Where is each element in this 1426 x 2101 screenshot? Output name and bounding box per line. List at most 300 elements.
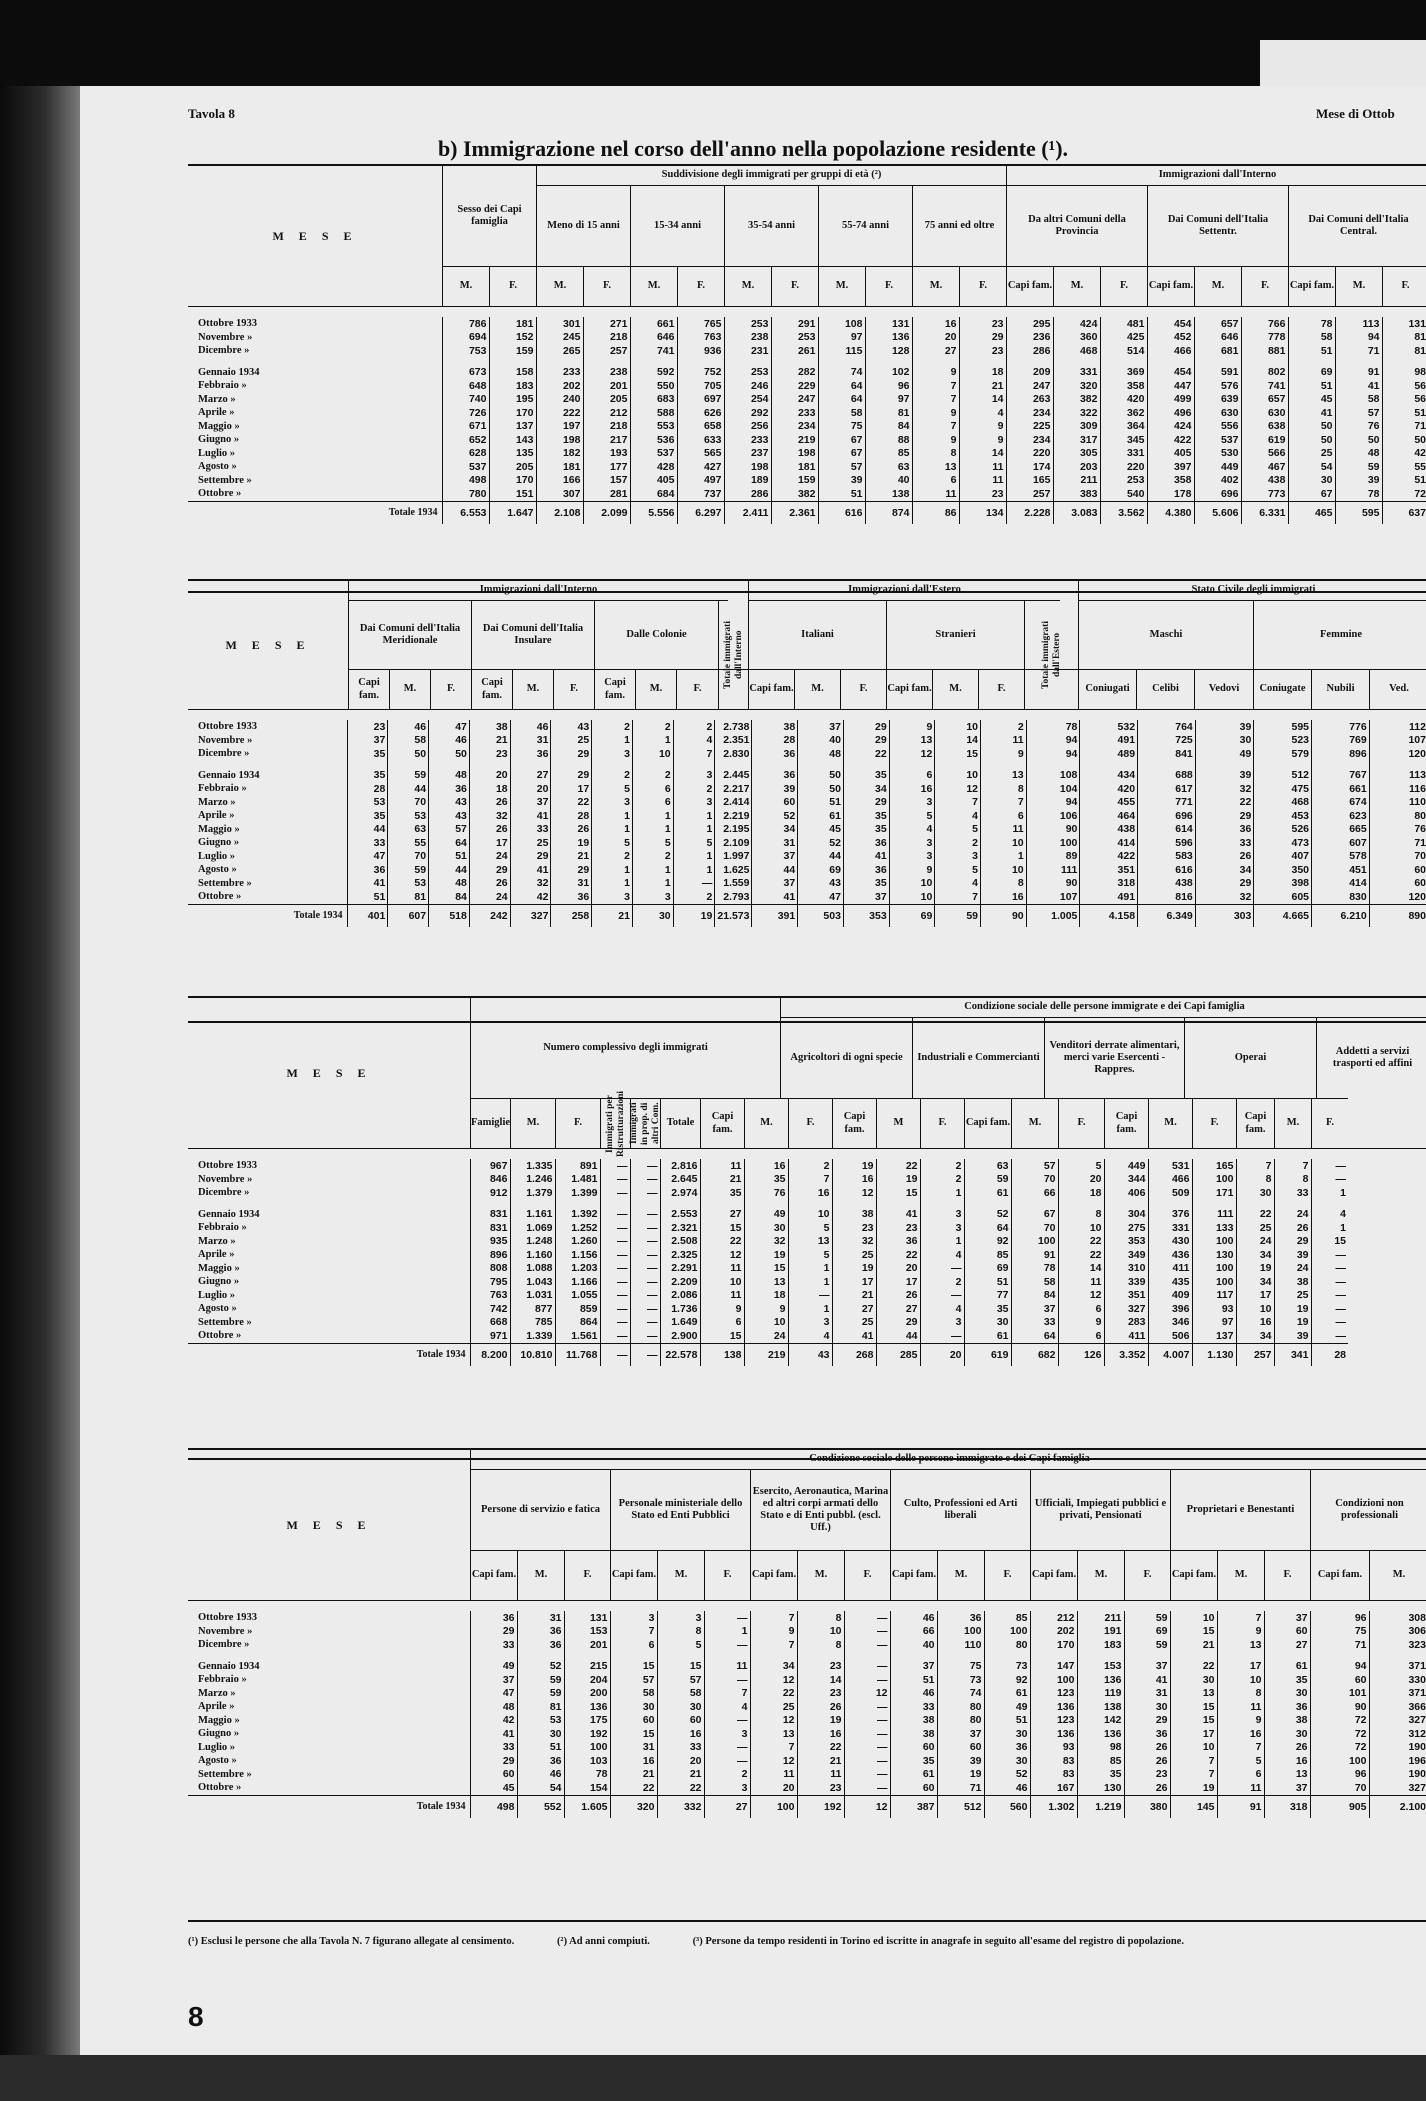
cell: 7 bbox=[935, 890, 981, 904]
cell: — bbox=[704, 1638, 750, 1652]
cell: 22 bbox=[876, 1248, 920, 1262]
month-label: Giugno » bbox=[198, 837, 240, 849]
total-cell: 1.219 bbox=[1077, 1795, 1124, 1818]
cell: 261 bbox=[771, 344, 818, 358]
cell: 35 bbox=[890, 1754, 937, 1768]
cell: 63 bbox=[865, 460, 912, 474]
cell: 57 bbox=[1335, 406, 1382, 420]
cell: 100 bbox=[1192, 1235, 1236, 1249]
cell: 97 bbox=[818, 331, 865, 345]
cell: 9 bbox=[912, 366, 959, 380]
cell: — bbox=[630, 1302, 660, 1316]
total-row bbox=[188, 1343, 1348, 1366]
cell: 45 bbox=[470, 1781, 517, 1795]
cell: 553 bbox=[630, 420, 677, 434]
col-header-18: Capi fam. bbox=[1288, 266, 1335, 306]
col-header-8: F. bbox=[844, 1550, 890, 1600]
cell: 83 bbox=[1030, 1754, 1077, 1768]
cell: 12 bbox=[935, 782, 981, 796]
cell: 12 bbox=[1058, 1289, 1104, 1303]
cell: 51 bbox=[890, 1673, 937, 1687]
cell: 27 bbox=[1264, 1638, 1310, 1652]
cell: 37 bbox=[1264, 1611, 1310, 1625]
cell: 81 bbox=[1382, 344, 1426, 358]
cell: 396 bbox=[1148, 1302, 1192, 1316]
cell: 327 bbox=[1104, 1302, 1148, 1316]
cell: 222 bbox=[536, 406, 583, 420]
cell: 366 bbox=[1369, 1700, 1426, 1714]
cell: 9 bbox=[1217, 1714, 1264, 1728]
table-row bbox=[188, 1208, 1348, 1222]
table-header bbox=[188, 166, 1426, 307]
cell: 60 bbox=[890, 1741, 937, 1755]
cell: 1 bbox=[632, 823, 673, 837]
cell: 58 bbox=[1288, 331, 1335, 345]
cell: 29 bbox=[1274, 1235, 1311, 1249]
cell: 491 bbox=[1080, 890, 1138, 904]
cell: 7 bbox=[750, 1611, 797, 1625]
table-row bbox=[188, 1700, 1426, 1714]
cell: 36 bbox=[510, 747, 551, 761]
cell: 44 bbox=[752, 863, 798, 877]
cell: 16 bbox=[1236, 1316, 1274, 1330]
cell: 8 bbox=[912, 447, 959, 461]
cell: 623 bbox=[1312, 809, 1370, 823]
cell: 17 bbox=[1217, 1660, 1264, 1674]
cell: 39 bbox=[1274, 1248, 1311, 1262]
cell: 36 bbox=[470, 1611, 517, 1625]
cell: 170 bbox=[489, 474, 536, 488]
month-label: Luglio » bbox=[198, 850, 236, 862]
cell: 330 bbox=[1369, 1673, 1426, 1687]
cell: 60 bbox=[610, 1714, 657, 1728]
total-cell: 19 bbox=[673, 904, 715, 927]
cell: 21 bbox=[657, 1768, 704, 1782]
cell: 411 bbox=[1148, 1262, 1192, 1276]
cell: 46 bbox=[510, 720, 551, 734]
table-row bbox=[188, 1221, 1348, 1235]
cell: 31 bbox=[752, 836, 798, 850]
cell: 1.203 bbox=[555, 1262, 600, 1276]
cell: 21 bbox=[551, 850, 592, 864]
cell: 57 bbox=[657, 1673, 704, 1687]
cell: 70 bbox=[388, 796, 429, 810]
total-cell: 327 bbox=[510, 904, 551, 927]
table-section-2 bbox=[188, 579, 1426, 1023]
cell: 785 bbox=[510, 1316, 555, 1330]
cell: 2 bbox=[632, 720, 673, 734]
cell: 15 bbox=[610, 1660, 657, 1674]
cell: 130 bbox=[1077, 1781, 1124, 1795]
col-header-17: F. bbox=[1241, 266, 1288, 306]
cell: 657 bbox=[1241, 393, 1288, 407]
cell: 1.260 bbox=[555, 1235, 600, 1249]
cell: 19 bbox=[744, 1248, 788, 1262]
cell: 32 bbox=[469, 809, 510, 823]
cell: 397 bbox=[1147, 460, 1194, 474]
cell: — bbox=[630, 1235, 660, 1249]
cell: 1.161 bbox=[510, 1208, 555, 1222]
cell: 29 bbox=[876, 1316, 920, 1330]
cell: 309 bbox=[1053, 420, 1100, 434]
cell: 2 bbox=[920, 1159, 964, 1173]
col-header-1: M. bbox=[389, 669, 430, 709]
cell: 382 bbox=[1053, 393, 1100, 407]
cell: 7 bbox=[704, 1687, 750, 1701]
cell: 22 bbox=[610, 1781, 657, 1795]
cell: 312 bbox=[1369, 1727, 1426, 1741]
total-cell: 5.606 bbox=[1194, 501, 1241, 524]
cell: 10 bbox=[889, 877, 935, 891]
cell: 740 bbox=[442, 393, 489, 407]
total-cell: 318 bbox=[1264, 1795, 1310, 1818]
cell: 165 bbox=[1192, 1159, 1236, 1173]
cell: — bbox=[600, 1302, 630, 1316]
cell: 3 bbox=[788, 1316, 832, 1330]
cell: 77 bbox=[964, 1289, 1011, 1303]
cell: 253 bbox=[724, 317, 771, 331]
cell: 436 bbox=[1148, 1248, 1192, 1262]
month-label: Aprile » bbox=[198, 810, 235, 822]
cell: 19 bbox=[797, 1714, 844, 1728]
cell: 2.816 bbox=[660, 1159, 700, 1173]
sub-colonie: Dalle Colonie bbox=[594, 601, 718, 669]
cell: — bbox=[600, 1235, 630, 1249]
cell: 37 bbox=[752, 850, 798, 864]
cell: 257 bbox=[583, 344, 630, 358]
cell: 25 bbox=[510, 836, 551, 850]
cell: 49 bbox=[984, 1700, 1030, 1714]
table-row bbox=[188, 1660, 1426, 1674]
cell: 35 bbox=[1077, 1768, 1124, 1782]
cell: — bbox=[1311, 1173, 1348, 1187]
cell: 351 bbox=[1080, 863, 1138, 877]
sub-ufficiali: Ufficiali, Impiegati pubblici e privati, Pensionati bbox=[1030, 1470, 1170, 1550]
cell: 70 bbox=[388, 850, 429, 864]
cell: 38 bbox=[1264, 1714, 1310, 1728]
cell: 88 bbox=[865, 433, 912, 447]
cell: 2.793 bbox=[715, 890, 752, 904]
cell: 9 bbox=[744, 1302, 788, 1316]
cell: 766 bbox=[1241, 317, 1288, 331]
total-cell: 138 bbox=[700, 1343, 744, 1366]
cell: 15 bbox=[1170, 1714, 1217, 1728]
cell: 473 bbox=[1254, 836, 1312, 850]
cell: 51 bbox=[347, 890, 388, 904]
cell: 220 bbox=[1006, 447, 1053, 461]
cell: 1.339 bbox=[510, 1329, 555, 1343]
cell: 26 bbox=[1124, 1754, 1170, 1768]
cell: 6 bbox=[889, 769, 935, 783]
cell: 841 bbox=[1138, 747, 1196, 761]
cell: 35 bbox=[1264, 1673, 1310, 1687]
cell: 24 bbox=[1274, 1208, 1311, 1222]
month-label: Marzo » bbox=[198, 1687, 236, 1699]
cell: 24 bbox=[1274, 1262, 1311, 1276]
cell: 9 bbox=[1058, 1316, 1104, 1330]
cell: 935 bbox=[470, 1235, 510, 1249]
cell: 420 bbox=[1080, 782, 1138, 796]
cell: 34 bbox=[1236, 1329, 1274, 1343]
cell: 2.900 bbox=[660, 1329, 700, 1343]
cell: 72 bbox=[1382, 487, 1426, 501]
cell: 27 bbox=[912, 344, 959, 358]
cell: 15 bbox=[935, 747, 981, 761]
month-label: Novembre » bbox=[198, 734, 253, 746]
total-cell: 6.349 bbox=[1138, 904, 1196, 927]
cell: 61 bbox=[798, 809, 844, 823]
cell: 43 bbox=[798, 877, 844, 891]
cell: 78 bbox=[564, 1768, 610, 1782]
total-cell: 28 bbox=[1311, 1343, 1348, 1366]
cell: 27 bbox=[832, 1302, 876, 1316]
cell: 55 bbox=[388, 836, 429, 850]
cell: 741 bbox=[1241, 379, 1288, 393]
cell: 13 bbox=[1264, 1768, 1310, 1782]
cell: 25 bbox=[832, 1248, 876, 1262]
col-header-14: M. bbox=[932, 669, 978, 709]
sub-stranieri: Stranieri bbox=[886, 601, 1024, 669]
cell: 808 bbox=[470, 1262, 510, 1276]
cell: 46 bbox=[429, 734, 470, 748]
cell: 19 bbox=[1274, 1302, 1311, 1316]
cell: 26 bbox=[1124, 1741, 1170, 1755]
cell: 81 bbox=[388, 890, 429, 904]
cell: 29 bbox=[1124, 1714, 1170, 1728]
col-header-8: M. bbox=[818, 266, 865, 306]
cell: 50 bbox=[1288, 420, 1335, 434]
cell: 36 bbox=[517, 1638, 564, 1652]
cell: 41 bbox=[1288, 406, 1335, 420]
table-row bbox=[188, 433, 1426, 447]
cell: 15 bbox=[700, 1329, 744, 1343]
cell: 576 bbox=[1194, 379, 1241, 393]
section-title: b) Immigrazione nel corso dell'anno nella popolazione residente (¹). bbox=[437, 136, 1069, 161]
cell: 51 bbox=[984, 1714, 1030, 1728]
cell: 2 bbox=[673, 782, 715, 796]
cell: 33 bbox=[470, 1741, 517, 1755]
cell: 6 bbox=[912, 474, 959, 488]
sub-operai: Operai bbox=[1184, 1018, 1316, 1098]
cell: 4 bbox=[935, 877, 981, 891]
cell: 405 bbox=[630, 474, 677, 488]
cell: 795 bbox=[470, 1275, 510, 1289]
cell: 5 bbox=[788, 1221, 832, 1235]
total-cell: 12 bbox=[844, 1795, 890, 1818]
cell: — bbox=[630, 1159, 660, 1173]
cell: 44 bbox=[798, 850, 844, 864]
cell: 136 bbox=[1030, 1700, 1077, 1714]
cell: 2 bbox=[673, 720, 715, 734]
table-row bbox=[188, 406, 1426, 420]
month-label: Ottobre » bbox=[198, 488, 242, 500]
col-header-11: F. bbox=[920, 1098, 964, 1148]
cell: 44 bbox=[388, 782, 429, 796]
total-cell: 391 bbox=[752, 904, 798, 927]
cell: 742 bbox=[470, 1302, 510, 1316]
month-label: Dicembre » bbox=[198, 1639, 250, 1651]
cell: 46 bbox=[517, 1768, 564, 1782]
cell: — bbox=[1311, 1316, 1348, 1330]
total-cell: 3.352 bbox=[1104, 1343, 1148, 1366]
cell: 159 bbox=[771, 474, 818, 488]
cell: 72 bbox=[1310, 1714, 1369, 1728]
cell: 661 bbox=[630, 317, 677, 331]
cell: 1.335 bbox=[510, 1159, 555, 1173]
cell: 331 bbox=[1148, 1221, 1192, 1235]
col-header-19: M. bbox=[1369, 1550, 1426, 1600]
cell: 119 bbox=[1077, 1687, 1124, 1701]
cell: 10 bbox=[935, 720, 981, 734]
table-row bbox=[188, 317, 1426, 331]
total-cell: 341 bbox=[1274, 1343, 1311, 1366]
cell: 33 bbox=[470, 1638, 517, 1652]
cell: 420 bbox=[1100, 393, 1147, 407]
sub-esercito: Esercito, Aeronautica, Marina ed altri corpi armati dello Stato e di Enti pubbl. (escl. Uff.) bbox=[750, 1470, 890, 1550]
cell: — bbox=[630, 1173, 660, 1187]
cell: 110 bbox=[937, 1638, 984, 1652]
cell: 694 bbox=[442, 331, 489, 345]
cell: 37 bbox=[470, 1673, 517, 1687]
cell: 35 bbox=[347, 809, 388, 823]
cell: 53 bbox=[517, 1714, 564, 1728]
col-header-13: M. bbox=[1077, 1550, 1124, 1600]
cell: 607 bbox=[1312, 836, 1370, 850]
cell: 14 bbox=[1058, 1262, 1104, 1276]
cell: 58 bbox=[1335, 393, 1382, 407]
cell: 43 bbox=[429, 809, 470, 823]
cell: — bbox=[844, 1700, 890, 1714]
col-header-20: F. bbox=[1382, 266, 1426, 306]
cell: 33 bbox=[1274, 1186, 1311, 1200]
cell: 696 bbox=[1138, 809, 1196, 823]
cell: 346 bbox=[1148, 1316, 1192, 1330]
cell: 1 bbox=[920, 1186, 964, 1200]
cell: 92 bbox=[964, 1235, 1011, 1249]
cell: 35 bbox=[744, 1173, 788, 1187]
cell: 7 bbox=[1170, 1768, 1217, 1782]
cell: — bbox=[630, 1186, 660, 1200]
cell: 291 bbox=[771, 317, 818, 331]
cell: — bbox=[600, 1316, 630, 1330]
cell: 496 bbox=[1147, 406, 1194, 420]
col-header-13: Capi fam. bbox=[886, 669, 932, 709]
cell: 1 bbox=[981, 850, 1027, 864]
cell: 52 bbox=[964, 1208, 1011, 1222]
cell: 182 bbox=[536, 447, 583, 461]
cell: 31 bbox=[510, 734, 551, 748]
table-label: Tavola 8 bbox=[188, 106, 235, 121]
cell: — bbox=[788, 1289, 832, 1303]
footnote-2: (²) Ad anni compiuti. bbox=[556, 1936, 650, 1947]
cell: 8 bbox=[981, 877, 1027, 891]
cell: 50 bbox=[1288, 433, 1335, 447]
cell: 33 bbox=[890, 1700, 937, 1714]
cell: 67 bbox=[818, 447, 865, 461]
cell: 136 bbox=[1077, 1673, 1124, 1687]
cell: 1 bbox=[592, 877, 633, 891]
cell: 5 bbox=[592, 836, 633, 850]
cell: 537 bbox=[1194, 433, 1241, 447]
cell: 34 bbox=[750, 1660, 797, 1674]
cell: 30 bbox=[610, 1700, 657, 1714]
cell: 18 bbox=[959, 366, 1006, 380]
cell: 193 bbox=[583, 447, 630, 461]
total-cell: 353 bbox=[843, 904, 889, 927]
cell: 211 bbox=[1077, 1611, 1124, 1625]
month-label: Giugno » bbox=[198, 434, 240, 446]
cell: 30 bbox=[1264, 1727, 1310, 1741]
cell: 67 bbox=[1288, 487, 1335, 501]
cell: — bbox=[844, 1611, 890, 1625]
cell: 171 bbox=[1192, 1186, 1236, 1200]
cell: 9 bbox=[700, 1302, 744, 1316]
cell: 69 bbox=[1288, 366, 1335, 380]
cell: 10 bbox=[889, 890, 935, 904]
total-cell: 242 bbox=[469, 904, 510, 927]
cell: 786 bbox=[442, 317, 489, 331]
cell: 8 bbox=[797, 1611, 844, 1625]
cell: 39 bbox=[1274, 1329, 1311, 1343]
cell: 3 bbox=[704, 1781, 750, 1795]
cell: 51 bbox=[429, 850, 470, 864]
month-label: Aprile » bbox=[198, 1701, 235, 1713]
month-label: Agosto » bbox=[198, 1755, 237, 1767]
cell: — bbox=[844, 1754, 890, 1768]
cell: 12 bbox=[750, 1714, 797, 1728]
cell: 52 bbox=[752, 809, 798, 823]
cell: 46 bbox=[388, 720, 429, 734]
cell: 1 bbox=[673, 850, 715, 864]
total-cell: 6.297 bbox=[677, 501, 724, 524]
month-label: Settembre » bbox=[198, 877, 252, 889]
cell: 233 bbox=[536, 366, 583, 380]
cell: 619 bbox=[1241, 433, 1288, 447]
total-cell: 1.130 bbox=[1192, 1343, 1236, 1366]
cell: 537 bbox=[630, 447, 677, 461]
cell: 237 bbox=[724, 447, 771, 461]
cell: 29 bbox=[843, 720, 889, 734]
cell: 76 bbox=[1369, 823, 1426, 837]
cell: 16 bbox=[744, 1159, 788, 1173]
cell: 22 bbox=[1058, 1248, 1104, 1262]
month-label: Giugno » bbox=[198, 1728, 240, 1740]
cell: 253 bbox=[724, 366, 771, 380]
table-row bbox=[188, 344, 1426, 358]
total-cell: 3.083 bbox=[1053, 501, 1100, 524]
cell: 91 bbox=[1335, 366, 1382, 380]
cell: 13 bbox=[912, 460, 959, 474]
cell: 1 bbox=[788, 1302, 832, 1316]
total-cell: 380 bbox=[1124, 1795, 1170, 1818]
cell: 23 bbox=[797, 1781, 844, 1795]
cell: 13 bbox=[750, 1727, 797, 1741]
cell: 7 bbox=[610, 1625, 657, 1639]
cell: 2.974 bbox=[660, 1186, 700, 1200]
month-label: Ottobre » bbox=[198, 1330, 242, 1342]
cell: 588 bbox=[630, 406, 677, 420]
total-cell: 20 bbox=[920, 1343, 964, 1366]
cell: 67 bbox=[818, 433, 865, 447]
cell: 14 bbox=[959, 393, 1006, 407]
cell: 34 bbox=[1195, 863, 1254, 877]
cell: 240 bbox=[536, 393, 583, 407]
cell: 451 bbox=[1312, 863, 1370, 877]
month-label: Dicembre » bbox=[198, 1187, 250, 1199]
cell: 37 bbox=[937, 1727, 984, 1741]
table-row bbox=[188, 331, 1426, 345]
cell: 11 bbox=[1217, 1781, 1264, 1795]
